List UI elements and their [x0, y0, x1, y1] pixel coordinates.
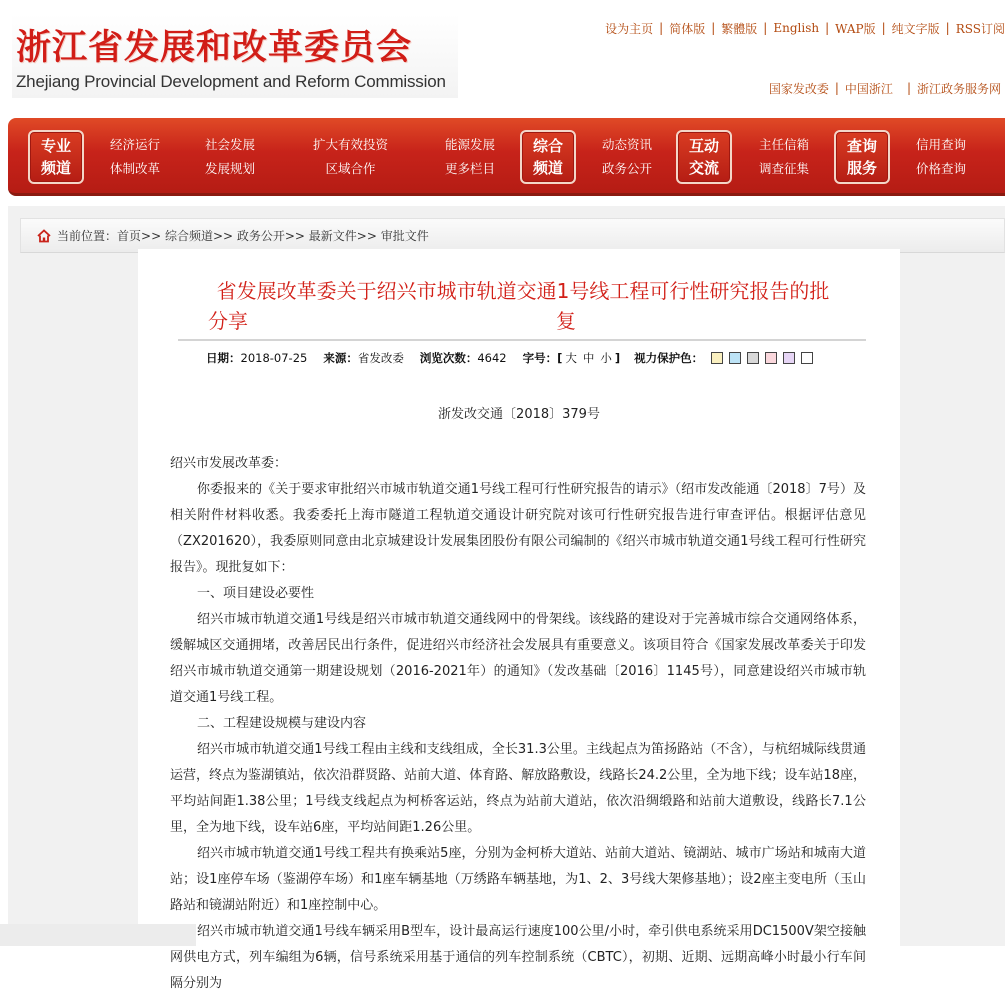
article-paragraph: 二、工程建设规模与建设内容: [197, 716, 367, 731]
article-paragraph: 绍兴市城市轨道交通1号线是绍兴市城市轨道交通线网中的骨架线。该线路的建设对于完善城市综合交通网络体系，缓解城区交通拥堵，改善居民出行条件，促进绍兴市经济社会发展具有重要意义。该项目符合《国家发展改革委关于印发绍兴市城市轨道交通第一期建设规划（2016-2021年）的通知》（发改基础〔2016〕1145号），同意建设绍兴市城市轨道交通1号线工程。: [170, 612, 866, 705]
nav-badge-professional[interactable]: 专业 频道: [28, 130, 84, 184]
nav-item-price-query[interactable]: 价格查询: [916, 161, 967, 176]
article-paragraph: 绍兴市城市轨道交通1号线工程共有换乘站5座，分别为金柯桥大道站、站前大道站、镜湖站、城市广场站和城南大道站；设1座停车场（鉴湖停车场）和1座车辆基地（万绣路车辆基地，为1、2、3号线大架修基地）；设2座主变电所（玉山路站和镜湖站附近）和1座控制中心。: [170, 846, 866, 913]
nav-item-credit-query[interactable]: 信用查询: [916, 137, 967, 152]
home-icon: [37, 229, 51, 243]
link-china-zhejiang[interactable]: 中国浙江: [844, 81, 893, 96]
link-ndrc[interactable]: 国家发改委: [768, 81, 829, 96]
article-body: [170, 451, 866, 997]
logo-english-name: Zhejiang Provincial Development and Reform Commission: [16, 72, 446, 91]
breadcrumb-label: 当前位置：: [57, 229, 118, 243]
eyecare-swatch-blue[interactable]: [729, 352, 741, 364]
nav-group-5: [602, 135, 652, 179]
nav-item-energy[interactable]: 能源发展: [445, 137, 496, 152]
article: [138, 249, 900, 991]
font-size-small[interactable]: 小: [600, 351, 612, 365]
nav-item-director-mailbox[interactable]: 主任信箱: [759, 137, 810, 152]
link-set-homepage[interactable]: 设为主页: [605, 21, 654, 36]
font-size-large[interactable]: 大: [565, 351, 577, 365]
document-number: 浙发改交通〔2018〕379号: [438, 407, 600, 422]
header: [0, 0, 1005, 118]
article-paragraph: 一、项目建设必要性: [197, 586, 315, 601]
nav-group-4: [445, 135, 495, 179]
article-meta: [206, 349, 819, 367]
share-button[interactable]: 分享: [208, 309, 248, 333]
nav-badge-query[interactable]: 查询 服务: [834, 130, 890, 184]
nav-item-social[interactable]: 社会发展: [205, 137, 256, 152]
nav-group-7: [916, 135, 966, 179]
nav-badge-interaction[interactable]: 互动 交流: [676, 130, 732, 184]
nav-item-gov-affairs[interactable]: 政务公开: [602, 161, 653, 176]
meta-date: 日期：2018-07-25: [206, 351, 308, 365]
logo-chinese-name: 浙江省发展和改革委员会: [16, 28, 413, 68]
meta-source: 来源：省发改委: [323, 351, 404, 365]
eyecare-swatch-yellow[interactable]: [711, 352, 723, 364]
nav-group-1: [110, 135, 160, 179]
nav-group-3: [313, 135, 388, 179]
link-rss[interactable]: RSS订阅: [955, 21, 1005, 36]
eyecare-swatch-white[interactable]: [801, 352, 813, 364]
nav-group-6: [759, 135, 809, 179]
eyecare-label: 视力保护色：: [634, 351, 704, 365]
nav-item-reform[interactable]: 体制改革: [110, 161, 161, 176]
top-links: 设为主页 | 简体版 | 繁體版 | English | WAP版 | 纯文字版 | RSS订阅: [599, 19, 1005, 37]
link-english[interactable]: English: [773, 21, 820, 35]
link-simplified[interactable]: 简体版: [669, 21, 706, 36]
breadcrumb: [20, 218, 1005, 253]
nav-group-2: [205, 135, 255, 179]
article-paragraph: 绍兴市发展改革委：: [170, 456, 288, 471]
nav-item-more[interactable]: 更多栏目: [445, 161, 496, 176]
related-links: 国家发改委 | 中国浙江 | 浙江政务服务网: [763, 79, 1001, 97]
eyecare-swatch-pink[interactable]: [765, 352, 777, 364]
nav-badge-comprehensive[interactable]: 综合 频道: [520, 130, 576, 184]
article-paragraph: 你委报来的《关于要求审批绍兴市城市轨道交通1号线工程可行性研究报告的请示》（绍市发改能通〔2018〕7号）及相关附件材料收悉。我委委托上海市隧道工程轨道交通设计研究院对该可行性研究报告进行审查评估。根据评估意见（ZX201620），我委原则同意由北京城建设计发展集团股份有限公司编制的《绍兴市城市轨道交通1号线工程可行性研究报告》。现批复如下：: [170, 482, 866, 575]
font-size-controls: 字号：[ 大 中 小 ]: [522, 351, 621, 365]
meta-views: 浏览次数：4642: [419, 351, 507, 365]
title-divider: [178, 339, 866, 341]
main-nav: [8, 118, 1005, 196]
content-area: [8, 206, 1005, 991]
font-size-medium[interactable]: 中: [582, 351, 595, 365]
breadcrumb-trail[interactable]: 首页>> 综合频道>> 政务公开>> 最新文件>> 审批文件: [117, 229, 429, 243]
eyecare-swatch-gray[interactable]: [747, 352, 759, 364]
link-wap[interactable]: WAP版: [835, 21, 876, 36]
nav-item-regional[interactable]: 区域合作: [325, 161, 376, 176]
eyecare-swatch-purple[interactable]: [783, 352, 795, 364]
article-title: 省发展改革委关于绍兴市城市轨道交通1号线工程可行性研究报告的批 分享 复: [178, 276, 868, 336]
article-paragraph: 绍兴市城市轨道交通1号线车辆采用B型车，设计最高运行速度100公里/小时，牵引供电系统采用DC1500V架空接触网供电方式，列车编组为6辆，信号系统采用基于通信的列车控制系统（CBTC），初期、近期、远期高峰小时最小行车间隔分别为: [170, 924, 866, 991]
nav-item-planning[interactable]: 发展规划: [205, 161, 256, 176]
status-overlay: [0, 924, 196, 946]
nav-item-survey[interactable]: 调查征集: [759, 161, 810, 176]
link-traditional[interactable]: 繁體版: [721, 21, 758, 36]
site-logo[interactable]: [12, 14, 458, 98]
nav-item-economy[interactable]: 经济运行: [110, 137, 161, 152]
link-zj-gov-service[interactable]: 浙江政务服务网: [916, 81, 1001, 96]
nav-item-investment[interactable]: 扩大有效投资: [313, 137, 389, 152]
link-text-only[interactable]: 纯文字版: [891, 21, 940, 36]
article-paragraph: 绍兴市城市轨道交通1号线工程由主线和支线组成，全长31.3公里。主线起点为笛扬路站（不含），与杭绍城际线贯通运营，终点为鉴湖镇站，依次沿群贤路、站前大道、体育路、解放路敷设，线路长24.2公里，全为地下线；设车站18座，平均站间距1.38公里；1号线支线起点为柯桥客运站，终点为站前大道站，依次沿绸缎路和站前大道敷设，线路长7.1公里，全为地下线，设车站6座，平均站间距1.26公里。: [170, 742, 866, 835]
nav-item-news[interactable]: 动态资讯: [602, 137, 653, 152]
